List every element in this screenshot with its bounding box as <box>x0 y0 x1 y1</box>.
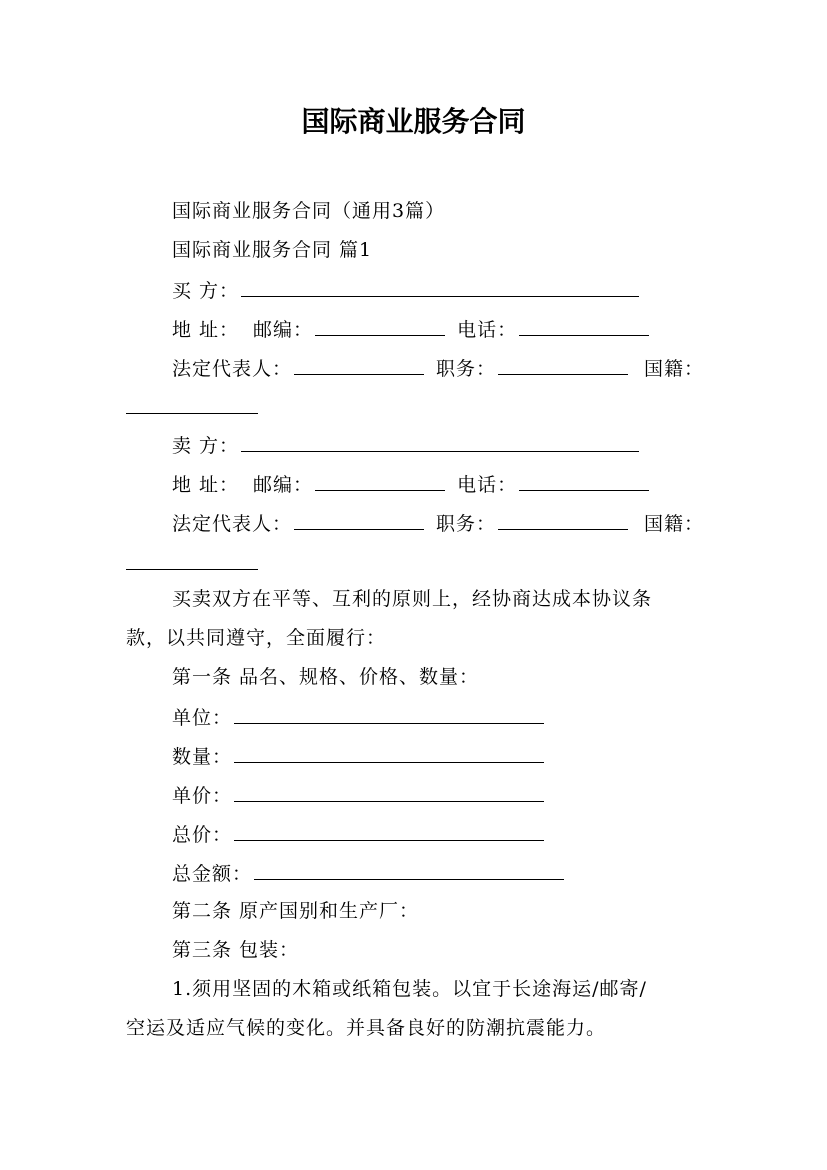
buyer-address-line <box>126 315 752 343</box>
seller-phone-label: 电话： <box>457 474 518 496</box>
buyer-postcode-blank[interactable] <box>315 315 445 336</box>
seller-label: 卖 方： <box>172 435 240 457</box>
seller-rep-label: 法定代表人： <box>172 513 293 535</box>
buyer-rep-label: 法定代表人： <box>172 358 293 380</box>
seller-rep-line <box>126 509 752 537</box>
seller-line <box>126 431 752 459</box>
seller-postcode-blank[interactable] <box>315 470 445 491</box>
buyer-postcode-label: 邮编： <box>253 319 314 341</box>
total-amount-line <box>126 859 752 887</box>
unit-price-label: 单价： <box>172 785 233 807</box>
buyer-phone-blank[interactable] <box>519 315 649 336</box>
subtitle: 国际商业服务合同（通用3篇） <box>172 200 446 222</box>
packing-line-1: 1.须用坚固的木箱或纸箱包装。以宜于长途海运/邮寄/ <box>172 978 647 1000</box>
article-3-heading: 第三条 包装： <box>172 939 300 961</box>
unit-label: 单位： <box>172 707 233 729</box>
seller-phone-blank[interactable] <box>519 470 649 491</box>
buyer-nationality-blank[interactable] <box>126 412 258 414</box>
total-price-blank[interactable] <box>234 820 544 841</box>
quantity-label: 数量： <box>172 746 233 768</box>
buyer-rep-line <box>126 354 752 382</box>
seller-duty-blank[interactable] <box>498 509 628 530</box>
total-price-label: 总价： <box>172 824 233 846</box>
buyer-nationality-label: 国籍： <box>644 358 705 380</box>
intro-line-1: 买卖双方在平等、互利的原则上，经协商达成本协议条 <box>172 588 653 610</box>
seller-address-label: 地 址： <box>172 474 240 496</box>
buyer-duty-blank[interactable] <box>498 354 628 375</box>
article-2-heading: 第二条 原产国别和生产厂： <box>172 900 420 922</box>
quantity-line <box>126 742 752 770</box>
quantity-blank[interactable] <box>234 742 544 763</box>
seller-nationality-blank[interactable] <box>126 568 258 570</box>
document-title: 国际商业服务合同 <box>301 105 526 138</box>
buyer-duty-label: 职务： <box>436 358 497 380</box>
seller-postcode-label: 邮编： <box>253 474 314 496</box>
seller-nationality-label: 国籍： <box>644 513 705 535</box>
buyer-address-label: 地 址： <box>172 319 240 341</box>
seller-duty-label: 职务： <box>436 513 497 535</box>
seller-rep-blank[interactable] <box>294 509 424 530</box>
intro-line-2: 款，以共同遵守，全面履行： <box>126 627 387 649</box>
total-amount-label: 总金额： <box>172 863 253 885</box>
unit-blank[interactable] <box>234 703 544 724</box>
unit-line <box>126 703 752 731</box>
packing-line-2: 空运及适应气候的变化。并具备良好的防潮抗震能力。 <box>126 1017 607 1039</box>
buyer-rep-blank[interactable] <box>294 354 424 375</box>
seller-address-line <box>126 470 752 498</box>
part-heading: 国际商业服务合同 篇1 <box>172 239 373 261</box>
seller-blank[interactable] <box>241 431 639 452</box>
total-amount-blank[interactable] <box>254 859 564 880</box>
total-price-line <box>126 820 752 848</box>
buyer-label: 买 方： <box>172 280 240 302</box>
unit-price-blank[interactable] <box>234 781 544 802</box>
buyer-line <box>126 276 752 304</box>
buyer-blank[interactable] <box>241 276 639 297</box>
unit-price-line <box>126 781 752 809</box>
article-1-heading: 第一条 品名、规格、价格、数量： <box>172 666 480 688</box>
buyer-phone-label: 电话： <box>457 319 518 341</box>
